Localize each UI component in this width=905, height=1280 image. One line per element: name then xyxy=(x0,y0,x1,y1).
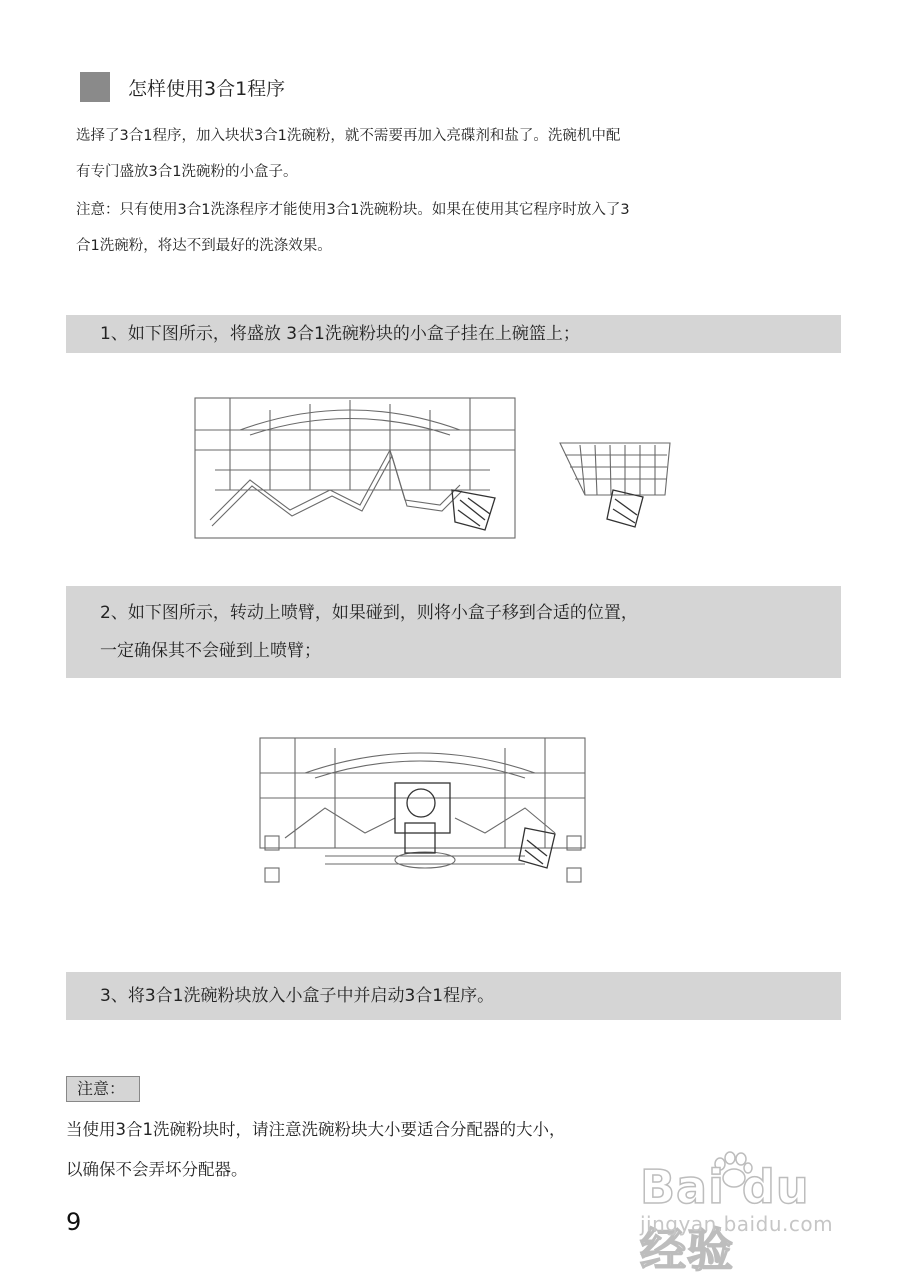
intro-line: 选择了3合1程序，加入块状3合1洗碗粉，就不需要再加入亮碟剂和盐了。洗碗机中配 xyxy=(76,128,621,144)
step-3-text: 3、将3合1洗碗粉块放入小盒子中并启动3合1程序。 xyxy=(100,986,495,1006)
intro-line: 合1洗碗粉，将达不到最好的洗涤效果。 xyxy=(76,238,332,254)
watermark-main: Bai du 经验 xyxy=(640,1160,810,1277)
intro-line: 有专门盛放3合1洗碗粉的小盒子。 xyxy=(76,164,298,180)
watermark-sub: jingyan.baidu.com xyxy=(640,1212,834,1236)
page-number: 9 xyxy=(66,1208,82,1236)
note-label: 注意： xyxy=(66,1076,140,1102)
rack-drawing-icon xyxy=(190,390,525,550)
watermark xyxy=(640,1150,860,1277)
section-title: 怎样使用3合1程序 xyxy=(128,78,286,100)
step-2-band xyxy=(66,586,841,678)
note-line: 以确保不会弄坏分配器。 xyxy=(66,1160,248,1179)
section-square-icon xyxy=(80,72,110,102)
note-line: 当使用3合1洗碗粉块时，请注意洗碗粉块大小要适合分配器的大小， xyxy=(66,1120,566,1139)
step-1-band xyxy=(66,315,841,353)
step-1-text: 1、如下图所示，将盛放 3合1洗碗粉块的小盒子挂在上碗篮上； xyxy=(100,324,580,344)
step-2-text: 2、如下图所示，转动上喷臂，如果碰到，则将小盒子移到合适的位置， xyxy=(100,603,638,623)
intro-line: 注意：只有使用3合1洗涤程序才能使用3合1洗碗粉块。如果在使用其它程序时放入了3 xyxy=(76,202,630,218)
rack-drawing-icon xyxy=(555,435,675,530)
step-3-band xyxy=(66,972,841,1020)
rack-drawing-icon xyxy=(255,728,595,893)
step-2-text: 一定确保其不会碰到上喷臂； xyxy=(100,641,321,661)
